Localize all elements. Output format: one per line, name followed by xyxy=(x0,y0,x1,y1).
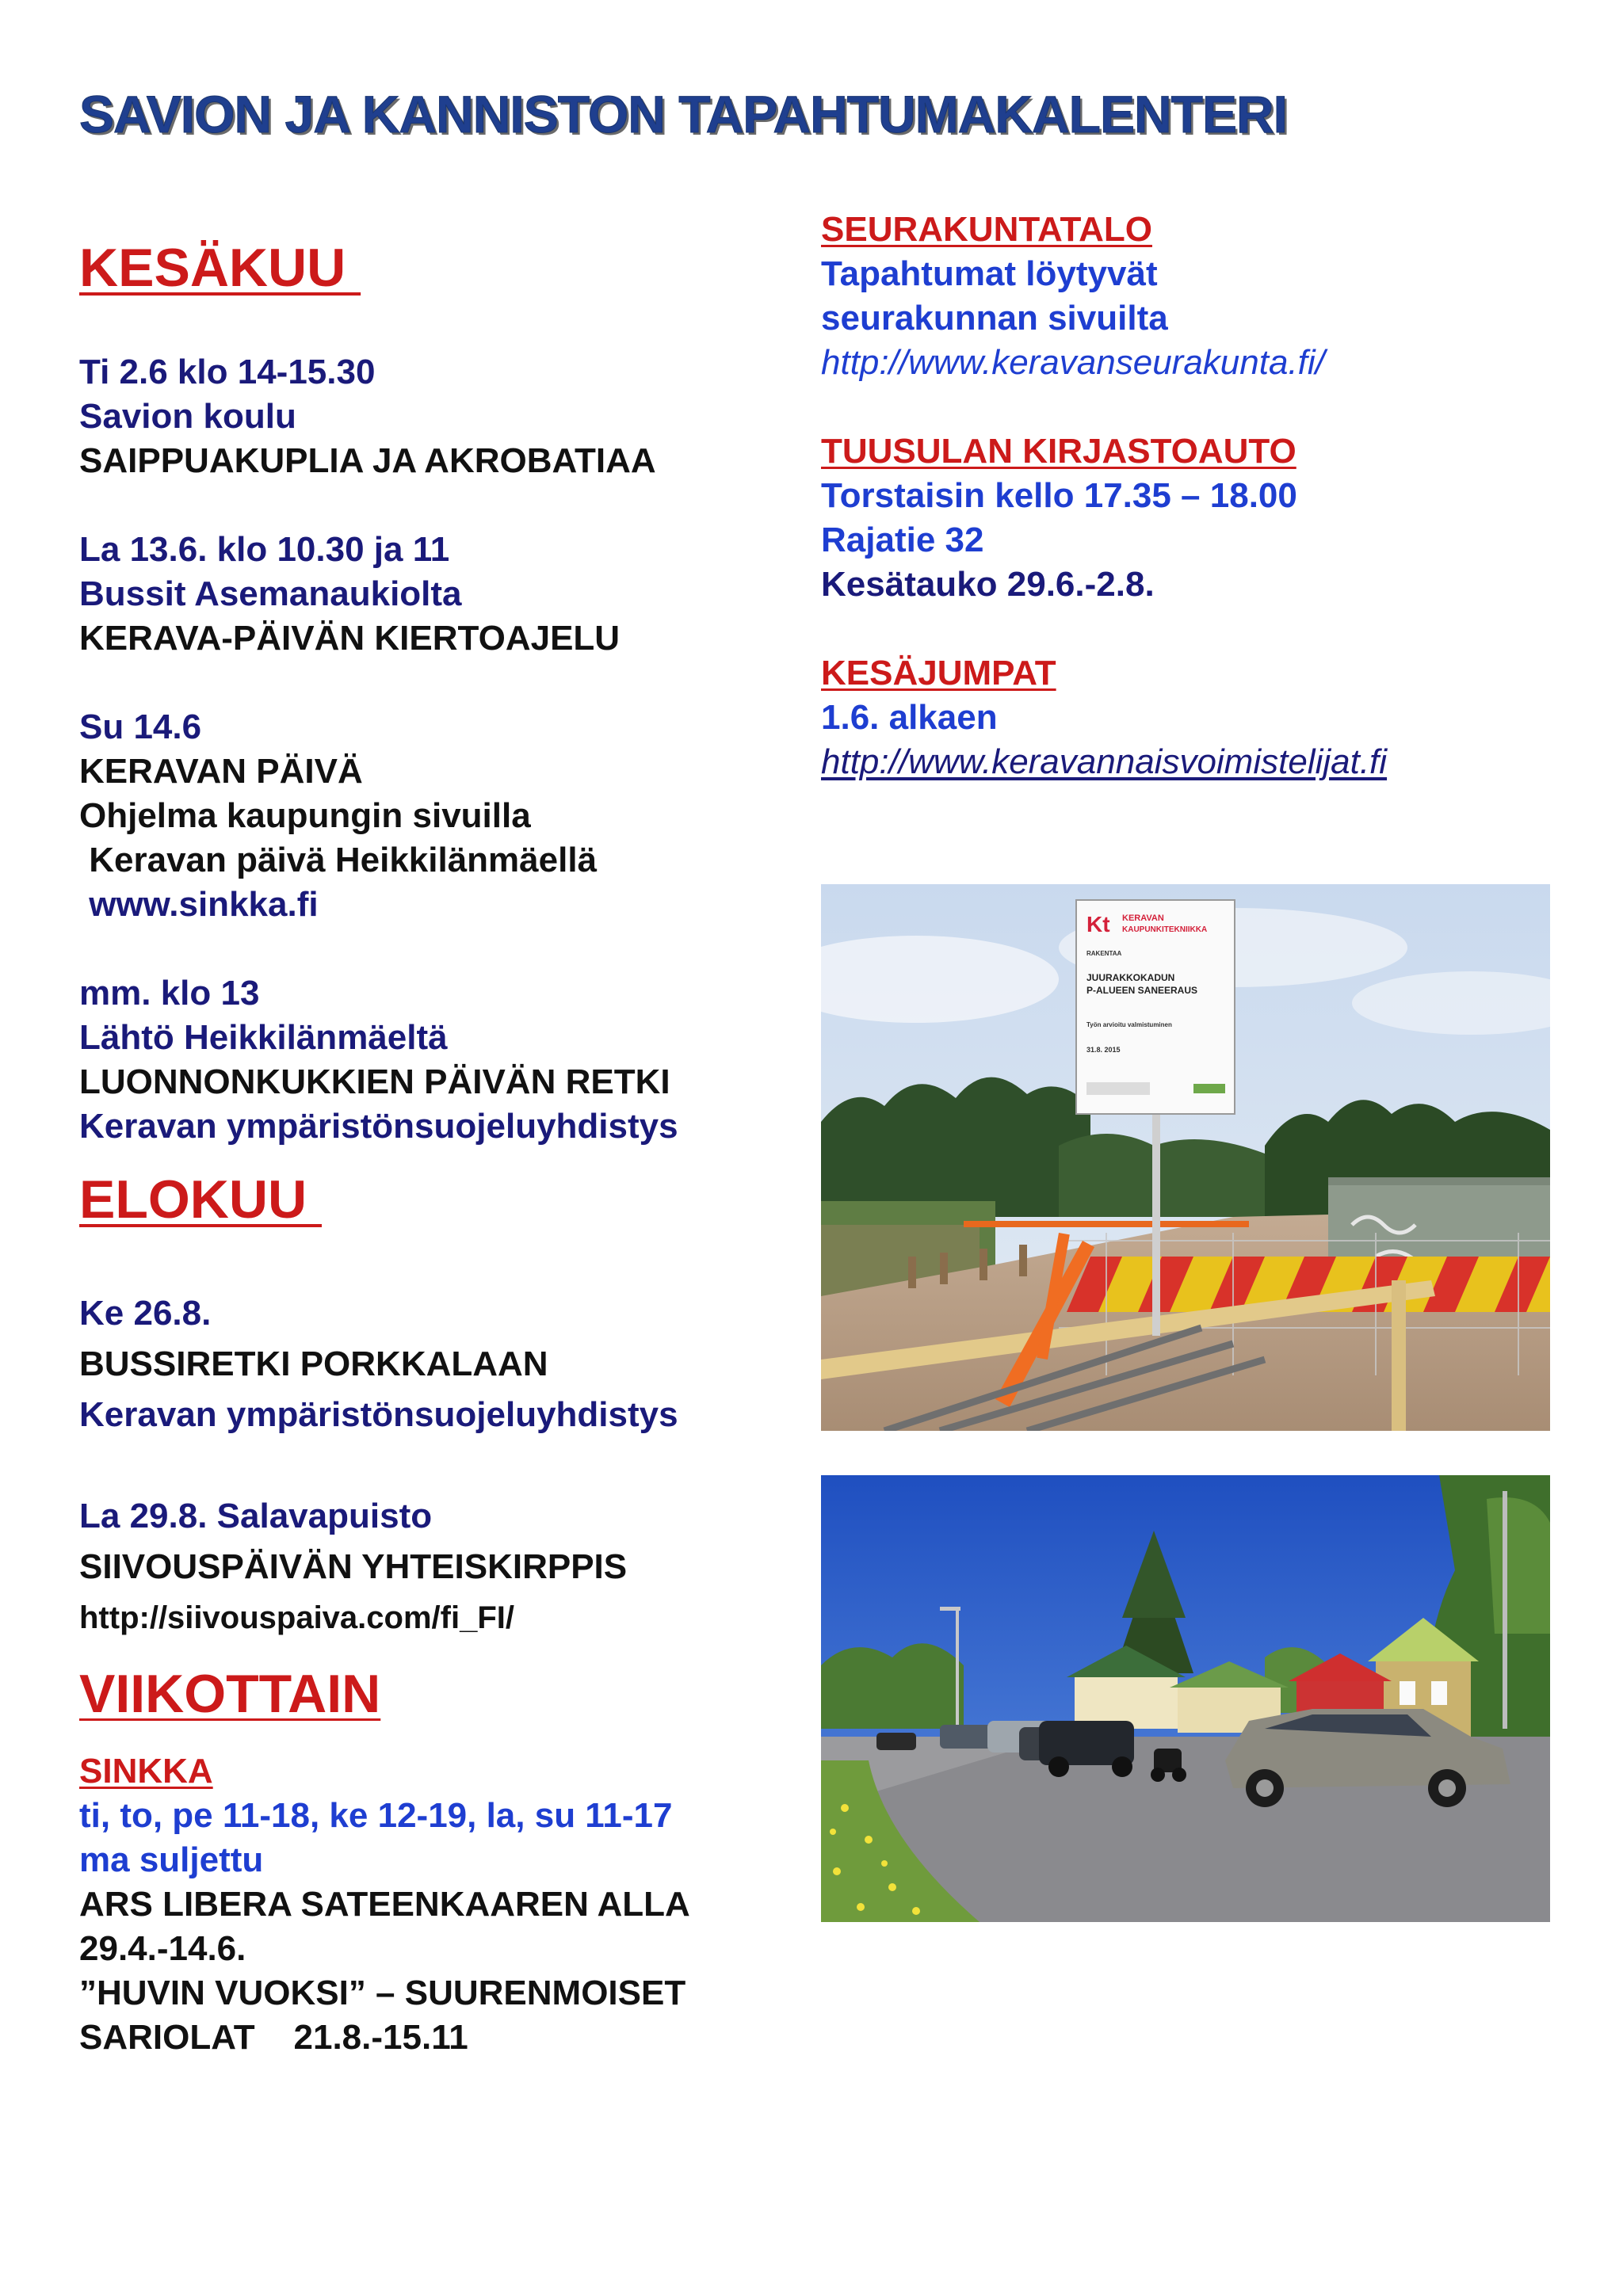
sign-org-line1: KERAVAN xyxy=(1122,913,1164,923)
right-column xyxy=(821,208,1550,784)
exhibition: ”HUVIN VUOKSI” – SUURENMOISET xyxy=(79,1974,686,2012)
event-organizer: Keravan ympäristönsuojeluyhdistys xyxy=(79,1107,678,1146)
section-text: Tapahtumat löytyvät xyxy=(821,254,1158,293)
event-kesakuu-3 xyxy=(79,705,792,927)
event-elokuu-1 xyxy=(79,1288,792,1440)
venue-name: SINKKA xyxy=(79,1752,213,1791)
event-date: Su 14.6 xyxy=(79,707,202,746)
event-kesakuu-2 xyxy=(79,528,792,661)
construction-sign xyxy=(1076,900,1235,1114)
month-heading-kesakuu: KESÄKUU xyxy=(79,238,361,298)
month-heading-viikottain: VIIKOTTAIN xyxy=(79,1664,381,1724)
event-kesakuu-1 xyxy=(79,350,792,483)
address-text: Rajatie 32 xyxy=(821,521,984,559)
summer-break: Kesätauko 29.6.-2.8. xyxy=(821,565,1155,604)
section-seurakuntatalo xyxy=(821,208,1550,385)
section-kesajumpat xyxy=(821,651,1550,784)
event-date: Ti 2.6 klo 14-15.30 xyxy=(79,353,376,391)
construction-photo xyxy=(821,884,1550,1431)
section-text: seurakunnan sivuilta xyxy=(821,299,1168,338)
event-link[interactable]: www.sinkka.fi xyxy=(79,885,319,924)
event-place: Savion koulu xyxy=(79,397,296,436)
kesajumpat-link[interactable]: http://www.keravannaisvoimistelijat.fi xyxy=(821,742,1388,781)
start-text: 1.6. alkaen xyxy=(821,698,998,737)
sign-rakentaa: RAKENTAA xyxy=(1086,950,1122,957)
section-kirjastoauto xyxy=(821,429,1550,607)
sign-ready-date: 31.8. 2015 xyxy=(1086,1046,1121,1054)
street-photo-image xyxy=(821,1475,1550,1922)
event-title: BUSSIRETKI PORKKALAAN xyxy=(79,1344,548,1383)
event-date: La 13.6. klo 10.30 ja 11 xyxy=(79,530,450,569)
event-date: La 29.8. Salavapuisto xyxy=(79,1497,433,1535)
sign-logo: Kt xyxy=(1086,912,1110,936)
section-heading: SEURAKUNTATALO xyxy=(821,210,1152,249)
opening-hours: ti, to, pe 11-18, ke 12-19, la, su 11-17 xyxy=(79,1796,673,1835)
event-organizer: Keravan ympäristönsuojeluyhdistys xyxy=(79,1395,678,1434)
event-kesakuu-4 xyxy=(79,971,792,1149)
closed-day: ma suljettu xyxy=(79,1840,264,1879)
event-date: mm. klo 13 xyxy=(79,974,260,1013)
page-title: SAVION JA KANNISTON TAPAHTUMAKALENTERI xyxy=(79,85,1288,143)
section-heading: TUUSULAN KIRJASTOAUTO xyxy=(821,432,1296,471)
month-heading-elokuu: ELOKUU xyxy=(79,1169,322,1230)
sign-street-line2: P-ALUEEN SANEERAUS xyxy=(1086,985,1198,996)
schedule-text: Torstaisin kello 17.35 – 18.00 xyxy=(821,476,1297,515)
event-title: KERAVAN PÄIVÄ xyxy=(79,752,363,791)
event-info: Keravan päivä Heikkilänmäellä xyxy=(79,841,598,879)
construction-photo-image xyxy=(821,884,1550,1431)
event-date: Ke 26.8. xyxy=(79,1294,212,1333)
event-title: SIIVOUSPÄIVÄN YHTEISKIRPPIS xyxy=(79,1547,628,1586)
left-column xyxy=(79,236,792,2060)
section-heading: KESÄJUMPAT xyxy=(821,654,1056,692)
event-title: SAIPPUAKUPLIA JA AKROBATIAA xyxy=(79,441,656,480)
street-photo xyxy=(821,1475,1550,1922)
event-elokuu-2 xyxy=(79,1491,792,1643)
exhibition: ARS LIBERA SATEENKAAREN ALLA xyxy=(79,1885,690,1924)
event-title: KERAVA-PÄIVÄN KIERTOAJELU xyxy=(79,619,621,658)
venue-sinkka xyxy=(79,1749,792,2060)
exhibition-dates: SARIOLAT 21.8.-15.11 xyxy=(79,2018,468,2057)
sign-street-line1: JUURAKKOKADUN xyxy=(1086,972,1175,983)
seurakunta-link[interactable]: http://www.keravanseurakunta.fi/ xyxy=(821,343,1325,382)
event-place: Bussit Asemanaukiolta xyxy=(79,574,462,613)
sign-ready-label: Työn arvioitu valmistuminen xyxy=(1086,1021,1172,1028)
sign-org-line2: KAUPUNKITEKNIIKKA xyxy=(1122,925,1208,934)
event-place: Lähtö Heikkilänmäeltä xyxy=(79,1018,448,1057)
exhibition-dates: 29.4.-14.6. xyxy=(79,1929,246,1968)
event-info: Ohjelma kaupungin sivuilla xyxy=(79,796,531,835)
event-link[interactable]: http://siivouspaiva.com/fi_FI/ xyxy=(79,1600,514,1635)
event-title: LUONNONKUKKIEN PÄIVÄN RETKI xyxy=(79,1062,670,1101)
